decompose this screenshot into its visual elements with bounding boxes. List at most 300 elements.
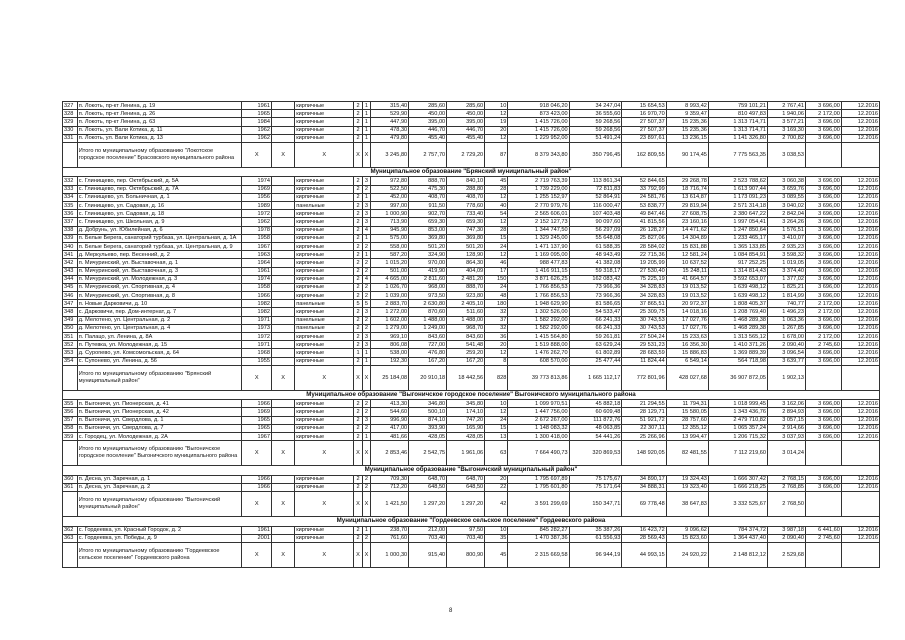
table-cell: 1 471 137,90 [508,242,569,250]
table-cell: 2 172,00 [806,300,842,308]
table-cell: 2 [354,292,362,300]
table-cell: 428,05 [447,433,485,441]
table-cell: 1 206 715,32 [708,433,767,441]
table-cell: 19 013,52 [666,292,708,300]
table-cell: 2 935,23 [768,242,806,250]
table-cell: 428,05 [409,433,447,441]
table-cell: 544,60 [371,408,409,416]
table-cell: 162 809,55 [622,142,666,167]
table-cell [271,234,294,242]
table-cell: кирпичные [295,234,354,242]
table-cell: 12 355,12 [666,424,708,432]
table-cell: 12.2016 [841,275,879,283]
table-cell: 28 569,43 [622,534,666,542]
table-cell: 39 773 813,86 [508,365,569,390]
table-cell: 2 [362,324,370,332]
table-cell: 3 [362,202,370,210]
table-cell: 541,48 [447,341,485,349]
table-cell: 12 [485,349,508,357]
table-cell: 1 019,05 [768,259,806,267]
table-cell: 3 592 653,07 [708,275,767,283]
table-cell: 1 208 769,40 [708,308,767,316]
table-cell: 1 313 714,71 [708,126,767,134]
table-cell: 15 831,88 [666,242,708,250]
table-cell: 212,00 [409,526,447,534]
table-cell: 1966 [242,483,272,491]
table-cell: с. Глинищево, ул. Садовая, д. 18 [77,210,242,218]
table-cell: 12.2016 [841,349,879,357]
table-cell: 12.2016 [841,110,879,118]
table-cell: 853,00 [409,226,447,234]
table-cell: 51 491,24 [569,134,622,142]
table-cell: 1 065 357,24 [708,424,767,432]
table-row [63,202,880,210]
table-cell: 12.2016 [841,259,879,267]
table-cell: 14 018,16 [666,308,708,316]
table-cell: 3 696,00 [806,218,842,226]
table-cell: 915,40 [409,542,447,567]
table-cell: кирпичные [295,210,354,218]
table-cell: 10 637,52 [666,259,708,267]
table-cell: 1968 [242,349,272,357]
table-cell: 350 796,45 [569,142,622,167]
table-cell: 81 586,65 [569,300,622,308]
table-cell: 538,00 [371,349,409,357]
table-cell: 165,90 [447,424,485,432]
table-cell: 21 294,55 [622,400,666,408]
table-cell: п. Выгоничи, ул. Пионерская, д. 42 [77,408,242,416]
table-row [63,341,880,349]
table-cell [271,193,294,201]
table-cell [271,218,294,226]
section-title: Муниципальное образование "Гордеевское сельское поселение" Гордеевского района [63,517,880,527]
table-cell: 11 824,44 [622,357,666,365]
table-cell: 2 [354,416,362,424]
table-cell: 2 [354,333,362,341]
table-cell: 61 556,93 [569,534,622,542]
table-cell: 20 [485,475,508,483]
table-cell: 17 027,76 [666,324,708,332]
table-cell: п. Выгоничи, ул. Свердлова, д. 1 [77,416,242,424]
table-cell: 1 169 095,00 [508,251,569,259]
table-cell: кирпичные [295,126,354,134]
table-cell: 1 [354,349,362,357]
table-cell: с. Глинищево, ул. Садовая, д. 16 [77,202,242,210]
table-cell [271,316,294,324]
table-cell: 1 [362,251,370,259]
table-cell: 22 715,36 [622,251,666,259]
table-cell: 2 [354,341,362,349]
table-cell: 659,30 [447,218,485,226]
table-row [63,333,880,341]
table-cell: 873 423,00 [508,110,569,118]
table-cell [271,341,294,349]
table-cell: 3 696,00 [806,316,842,324]
table-cell: 22 [485,483,508,491]
table-cell: д. Добрунь, ул. Юбилейная, д. 6 [77,226,242,234]
table-cell: 12.2016 [841,308,879,316]
table-cell [271,275,294,283]
table-cell: 10 [485,526,508,534]
table-cell: 41 664,57 [666,275,708,283]
table-cell: 2 768,50 [768,492,806,517]
table-cell: 2 853,46 [371,441,409,466]
table-cell: 2 [354,202,362,210]
table-cell [271,242,294,250]
table-cell: 61 588,35 [569,242,622,250]
table-cell: 5 [354,300,362,308]
table-cell: 82 481,55 [666,441,708,466]
table-cell: 285,60 [409,102,447,110]
table-cell: 2 745,60 [806,534,842,542]
table-cell: 1 039,00 [371,292,409,300]
table-row [63,102,880,110]
table-cell: 72 811,83 [569,185,622,193]
table-cell: 3 696,00 [806,483,842,491]
table-cell: 2 719 763,39 [508,177,569,185]
table-cell: 15 [485,424,508,432]
table-cell: Итого по муниципальному образованию "Брянский муниципальный район" [77,365,242,390]
table-cell: 150 [485,275,508,283]
table-cell: 27 530,40 [622,267,666,275]
table-row [63,185,880,193]
table-cell: 41 815,56 [622,218,666,226]
table-row [63,400,880,408]
table-cell: 3 696,00 [806,349,842,357]
table-cell: 2 172,00 [806,333,842,341]
table-cell: 970,00 [409,259,447,267]
table-cell: 1 902,13 [768,365,806,390]
table-cell: 12.2016 [841,433,879,441]
table-cell: 12.2016 [841,118,879,126]
table-cell: 2 [354,400,362,408]
table-cell [271,424,294,432]
table-cell: 19 205,99 [622,259,666,267]
table-cell: 587,20 [371,251,409,259]
table-cell: 1 678,00 [768,333,806,341]
table-cell: 2 [362,316,370,324]
table-cell: 446,70 [447,126,485,134]
table-cell: 343 [63,267,78,275]
table-cell: 659,30 [409,218,447,226]
table-cell: 32 [485,324,508,332]
table-cell [841,542,879,567]
table-cell: X [354,441,362,466]
table-cell: 2 571 314,18 [708,202,767,210]
table-cell: 1 148 083,32 [508,424,569,432]
table-cell: 1 084 854,91 [708,251,767,259]
table-cell: п. Мичуринский, ул. Выставочная, д. 3 [77,267,242,275]
table-cell: 455,40 [447,134,485,142]
table-cell: 342 [63,259,78,267]
table-cell: 733,40 [447,210,485,218]
table-cell: 2 172,00 [806,110,842,118]
table-cell: 1 [362,126,370,134]
table-cell: 48 [485,292,508,300]
table-cell: 784 374,72 [708,526,767,534]
table-cell: 13 614,87 [666,193,708,201]
table-cell: 1966 [242,475,272,483]
table-cell: 1 365 133,85 [708,242,767,250]
table-cell: д. Суponево, ул. Комсомольская, д. 64 [77,349,242,357]
table-cell: 3 696,00 [806,275,842,283]
table-cell: 28 [485,226,508,234]
table-cell [271,324,294,332]
table-cell: 923,80 [447,292,485,300]
table-cell: 238,70 [371,526,409,534]
table-cell: 3 696,00 [806,400,842,408]
table-cell: п. Десна, ул. Заречная, д. 1 [77,475,242,483]
table-row [63,534,880,542]
table-cell: 8 379 343,80 [508,142,569,167]
table-cell: 972,80 [371,177,409,185]
table-cell: 1958 [242,283,272,291]
table-cell: 288,80 [447,185,485,193]
table-cell: 332 [63,177,78,185]
table-cell: 2 [354,126,362,134]
table-cell: 2 883,70 [371,300,409,308]
table-cell: 37 865,51 [622,300,666,308]
section-header-row [63,517,880,527]
table-cell: 28 757,60 [666,416,708,424]
table-cell: 24 [485,416,508,424]
table-cell: п. Белые Берега, санаторий турбаза, ул. Центральная, д. 1А [77,234,242,242]
table-cell: 1974 [242,275,272,283]
table-cell: 1982 [242,300,272,308]
table-cell: п. Палацо, ул. Ленина, д. 8А [77,333,242,341]
table-cell: 3 038,53 [768,142,806,167]
table-cell: с. Гордеевка, ул. Красный Городок, д. 2 [77,526,242,534]
table-cell: 345 [63,283,78,291]
table-cell: 354 [63,357,78,365]
table-cell: 828 [485,365,508,390]
table-cell: 501,20 [409,242,447,250]
table-cell: 1962 [242,134,272,142]
table-cell: 404,09 [447,267,485,275]
table-cell: 15 235,36 [666,118,708,126]
table-cell: 3 [362,308,370,316]
table-cell: 3 037,93 [768,433,806,441]
table-cell: 608 570,00 [508,357,569,365]
table-cell: 1 808 405,37 [708,300,767,308]
table-cell: 1 300 418,00 [508,433,569,441]
table-cell: 2 [354,475,362,483]
table-cell: 2 [362,259,370,267]
table-cell: 447,90 [371,118,409,126]
table-row [63,349,880,357]
table-cell: 648,50 [447,483,485,491]
table-cell: 709,30 [371,475,409,483]
table-cell: 334 [63,193,78,201]
table-cell [63,542,78,567]
table-cell: 28 683,59 [622,349,666,357]
table-cell: 1 582 292,00 [508,316,569,324]
table-cell: 12 581,24 [666,251,708,259]
table-cell: 1 997 054,41 [708,218,767,226]
table-cell: 349 [63,316,78,324]
table-cell: 167,20 [409,357,447,365]
table-cell: 1 470 387,36 [508,534,569,542]
table-cell: 522,50 [371,185,409,193]
table-cell: 20 [485,126,508,134]
table-cell: 340 [63,242,78,250]
table-row [63,251,880,259]
table-cell: 2 [354,408,362,416]
table-cell: 1 063,36 [768,316,806,324]
table-cell: 1 602,00 [371,316,409,324]
table-cell: 162 083,42 [569,275,622,283]
table-cell: 33 792,99 [622,185,666,193]
table-cell: 358 [63,424,78,432]
table-cell: 1 795 697,89 [508,475,569,483]
table-cell: 2 [354,259,362,267]
table-cell: 29 531,23 [622,341,666,349]
table-cell: п. Путевка, ул. Молодежная, д. 15 [77,341,242,349]
table-cell: 446,70 [409,126,447,134]
table-cell: X [362,542,370,567]
table-cell: 16 356,30 [666,341,708,349]
table-cell: 339 [63,234,78,242]
table-cell: кирпичные [295,185,354,193]
table-cell: 1 015,20 [371,259,409,267]
table-cell: 8 [485,357,508,365]
table-cell: 15 233,63 [666,333,708,341]
table-cell: 1 814,99 [768,292,806,300]
table-cell: 337 [63,218,78,226]
table-cell: панельные [295,300,354,308]
table-cell: 843,60 [447,333,485,341]
table-cell: 3 696,00 [806,324,842,332]
section-header-row [63,167,880,177]
table-cell: 2 672 267,00 [508,416,569,424]
table-cell: 761,60 [371,534,409,542]
table-cell: X [295,365,354,390]
table-cell [63,492,78,517]
table-row [63,177,880,185]
table-cell: кирпичные [295,308,354,316]
table-cell: 5 [362,300,370,308]
table-cell: 1 267,85 [768,324,806,332]
table-cell: 48 943,49 [569,251,622,259]
table-cell: 2 [362,534,370,542]
table-cell: 428 027,68 [666,365,708,390]
table-cell: 511,60 [447,308,485,316]
table-cell: 1 [362,357,370,365]
table-cell: 362 [63,526,78,534]
table-cell: Итого по муниципальному образованию "Локотское городское поселение" Брасовского муниципального района [77,142,242,167]
table-cell: 9 096,62 [666,526,708,534]
table-cell: 60 609,48 [569,408,622,416]
table-cell: 59 268,56 [569,118,622,126]
table-cell: 3 639,77 [768,357,806,365]
table-cell: X [295,542,354,567]
table-cell: Итого по муниципальному образованию "Гордеевское сельское поселение" Гордеевского района [77,542,242,567]
table-cell: 452,00 [371,193,409,201]
table-cell: 864,30 [447,259,485,267]
table-cell: 4 665,00 [371,275,409,283]
table-cell: 1 [362,110,370,118]
table-cell: 12.2016 [841,218,879,226]
table-cell: 997,00 [371,202,409,210]
table-cell: 12.2016 [841,126,879,134]
table-cell: 529,90 [371,110,409,118]
table-cell: 54 441,26 [569,433,622,441]
table-cell: 13 236,15 [666,134,708,142]
table-cell: 12.2016 [841,475,879,483]
table-cell: 4 [362,275,370,283]
table-cell: 14 471,62 [666,226,708,234]
table-cell: 3 696,00 [806,416,842,424]
table-cell: 19 [485,118,508,126]
table-cell: X [354,492,362,517]
table-cell: 46 [485,259,508,267]
table-cell [271,251,294,259]
table-cell: 3 [362,333,370,341]
table-cell: 29 268,78 [666,177,708,185]
table-cell: 3 696,00 [806,234,842,242]
table-cell: 355 [63,400,78,408]
table-cell: 1 666 307,42 [708,475,767,483]
table-cell: 2 [354,102,362,110]
table-cell: 740,77 [768,300,806,308]
table-cell: 2 630,80 [409,300,447,308]
table-cell: 1 [362,134,370,142]
table-row [63,110,880,118]
table-cell: 3 696,00 [806,259,842,267]
table-cell: 369,80 [447,234,485,242]
table-cell: кирпичные [295,283,354,291]
table-cell: 12.2016 [841,416,879,424]
table-cell: 53 838,77 [622,202,666,210]
table-cell: 888,70 [409,177,447,185]
table-cell: 2 315 669,58 [508,542,569,567]
table-cell [841,142,879,167]
table-cell: 52 864,91 [569,193,622,201]
table-cell: 1956 [242,193,272,201]
section-header-row [63,466,880,476]
table-cell: 12.2016 [841,226,879,234]
table-cell [806,492,842,517]
table-cell: 329 [63,118,78,126]
table-cell: 3 696,00 [806,118,842,126]
table-cell: кирпичные [295,475,354,483]
table-cell: 1 279,00 [371,324,409,332]
table-row [63,126,880,134]
table-cell: X [295,142,354,167]
table-cell: 1 665 112,17 [569,365,622,390]
table-cell: 19 324,43 [666,475,708,483]
table-cell: 1 519 888,00 [508,341,569,349]
table-cell: кирпичные [295,259,354,267]
table-cell: 1 313 565,12 [708,333,767,341]
table-cell: 1 343 436,76 [708,408,767,416]
table-cell: кирпичные [295,424,354,432]
table-cell: 3 696,00 [806,193,842,201]
table-cell: 1969 [242,408,272,416]
table-cell: 945,90 [371,226,409,234]
table-cell: 1 026,70 [371,283,409,291]
table-cell: кирпичные [295,349,354,357]
table-cell: с. Гордеевка, ул. Победы, д. 9 [77,534,242,542]
table-cell: 315,40 [371,102,409,110]
table-cell: X [242,365,272,390]
table-cell: 16 423,72 [622,526,666,534]
table-cell: 408,70 [447,193,485,201]
table-cell: 417,00 [371,424,409,432]
table-body [63,102,880,568]
table-cell: 501,00 [371,267,409,275]
table-cell [271,226,294,234]
